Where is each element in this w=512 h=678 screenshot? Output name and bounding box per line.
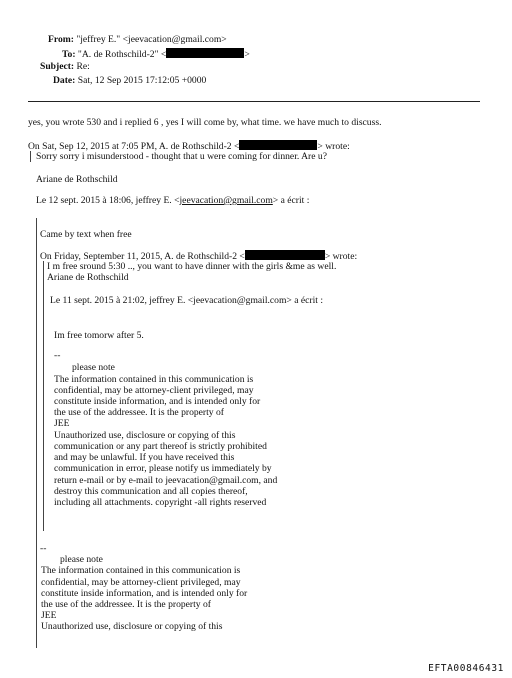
quote3-intro-suffix: > wrote: — [324, 251, 358, 262]
subject-label: Subject: — [40, 61, 75, 72]
notice-line: the use of the addressee. It is the property of — [41, 599, 211, 610]
notice-line: constitute inside information, and is intended only for — [54, 396, 261, 407]
quote2-intro-prefix: Le 12 sept. 2015 à 18:06, jeffrey E. < — [36, 195, 180, 206]
date-label: Date: — [53, 75, 76, 86]
quote1-intro-prefix: On Sat, Sep 12, 2015 at 7:05 PM, A. de Rothschild-2 < — [28, 141, 240, 152]
from-label: From: — [48, 34, 74, 45]
to-value-suffix: > — [244, 49, 250, 60]
notice-line: the use of the addressee. It is the property of — [54, 407, 224, 418]
quote4-intro: Le 11 sept. 2015 à 21:02, jeffrey E. <jeevacation@gmail.com> a écrit : — [50, 295, 323, 306]
notice-line: and may be unlawful. If you have received this — [54, 452, 235, 463]
redaction-bar — [166, 48, 244, 58]
quote1-intro-suffix: > wrote: — [317, 141, 350, 152]
notice-line: The information contained in this communication is — [41, 565, 241, 576]
notice-line: The information contained in this communication is — [54, 374, 254, 385]
notice-line: Unauthorized use, disclosure or copying of this — [41, 621, 223, 632]
quote-bar — [36, 218, 37, 648]
header-date — [53, 75, 206, 86]
header-divider — [28, 101, 480, 102]
quote2-intro-suffix: > a écrit : — [272, 195, 310, 206]
notice-line: JEE — [54, 418, 70, 429]
notice-line: please note — [60, 554, 103, 565]
quote-bar — [30, 151, 31, 162]
to-value: "A. de Rothschild-2" < — [77, 49, 167, 60]
header-from — [48, 34, 227, 45]
notice-line: communication or any part thereof is strictly prohibited — [54, 441, 267, 452]
notice-line: including all attachments. copyright -all rights reserved — [54, 497, 267, 508]
quote1-text: Sorry sorry i misunderstood - thought that u were coming for dinner. Are u? — [36, 151, 327, 162]
quote2-intro — [36, 195, 309, 206]
email-link[interactable]: jeevacation@gmail.com — [179, 195, 273, 206]
redaction-bar — [245, 250, 325, 260]
notice-line: destroy this communication and all copies thereof, — [54, 486, 248, 497]
signature-dash: -- — [54, 350, 61, 361]
quote3-line2: Ariane de Rothschild — [47, 272, 129, 283]
notice-line: constitute inside information, and is intended only for — [41, 588, 248, 599]
quote4-text: Im free tomorw after 5. — [54, 330, 144, 341]
from-value: "jeffrey E." <jeevacation@gmail.com> — [76, 34, 227, 45]
to-label: To: — [62, 49, 76, 60]
notice-line: JEE — [41, 610, 57, 621]
notice-line: return e-mail or by e-mail to jeevacation@gmail.com, and — [54, 475, 278, 486]
subject-value: Re: — [76, 61, 90, 72]
notice-line: please note — [72, 362, 115, 373]
quote3-line1: I m free sround 5:30 .., you want to have dinner with the girls &me as well. — [47, 261, 337, 272]
notice-line: Unauthorized use, disclosure or copying of this — [54, 430, 236, 441]
header-to — [62, 48, 250, 60]
quote-bar — [43, 261, 44, 531]
quote3-intro-prefix: On Friday, September 11, 2015, A. de Rothschild-2 < — [40, 251, 245, 262]
signature-ariane: Ariane de Rothschild — [36, 174, 118, 185]
signature-dash: -- — [40, 543, 47, 554]
notice-line: confidential, may be attorney-client privileged, may — [54, 385, 254, 396]
date-value: Sat, 12 Sep 2015 17:12:05 +0000 — [77, 75, 207, 86]
header-subject — [40, 61, 90, 72]
redaction-bar — [239, 140, 317, 150]
notice-line: confidential, may be attorney-client privileged, may — [41, 577, 241, 588]
notice-line: communication in error, please notify us immediately by — [54, 463, 272, 474]
document-id: EFTA00846431 — [428, 663, 504, 674]
quote2-text: Came by text when free — [40, 229, 132, 240]
reply-line: yes, you wrote 530 and i replied 6 , yes I will come by, what time. we have much to discuss. — [28, 117, 382, 128]
